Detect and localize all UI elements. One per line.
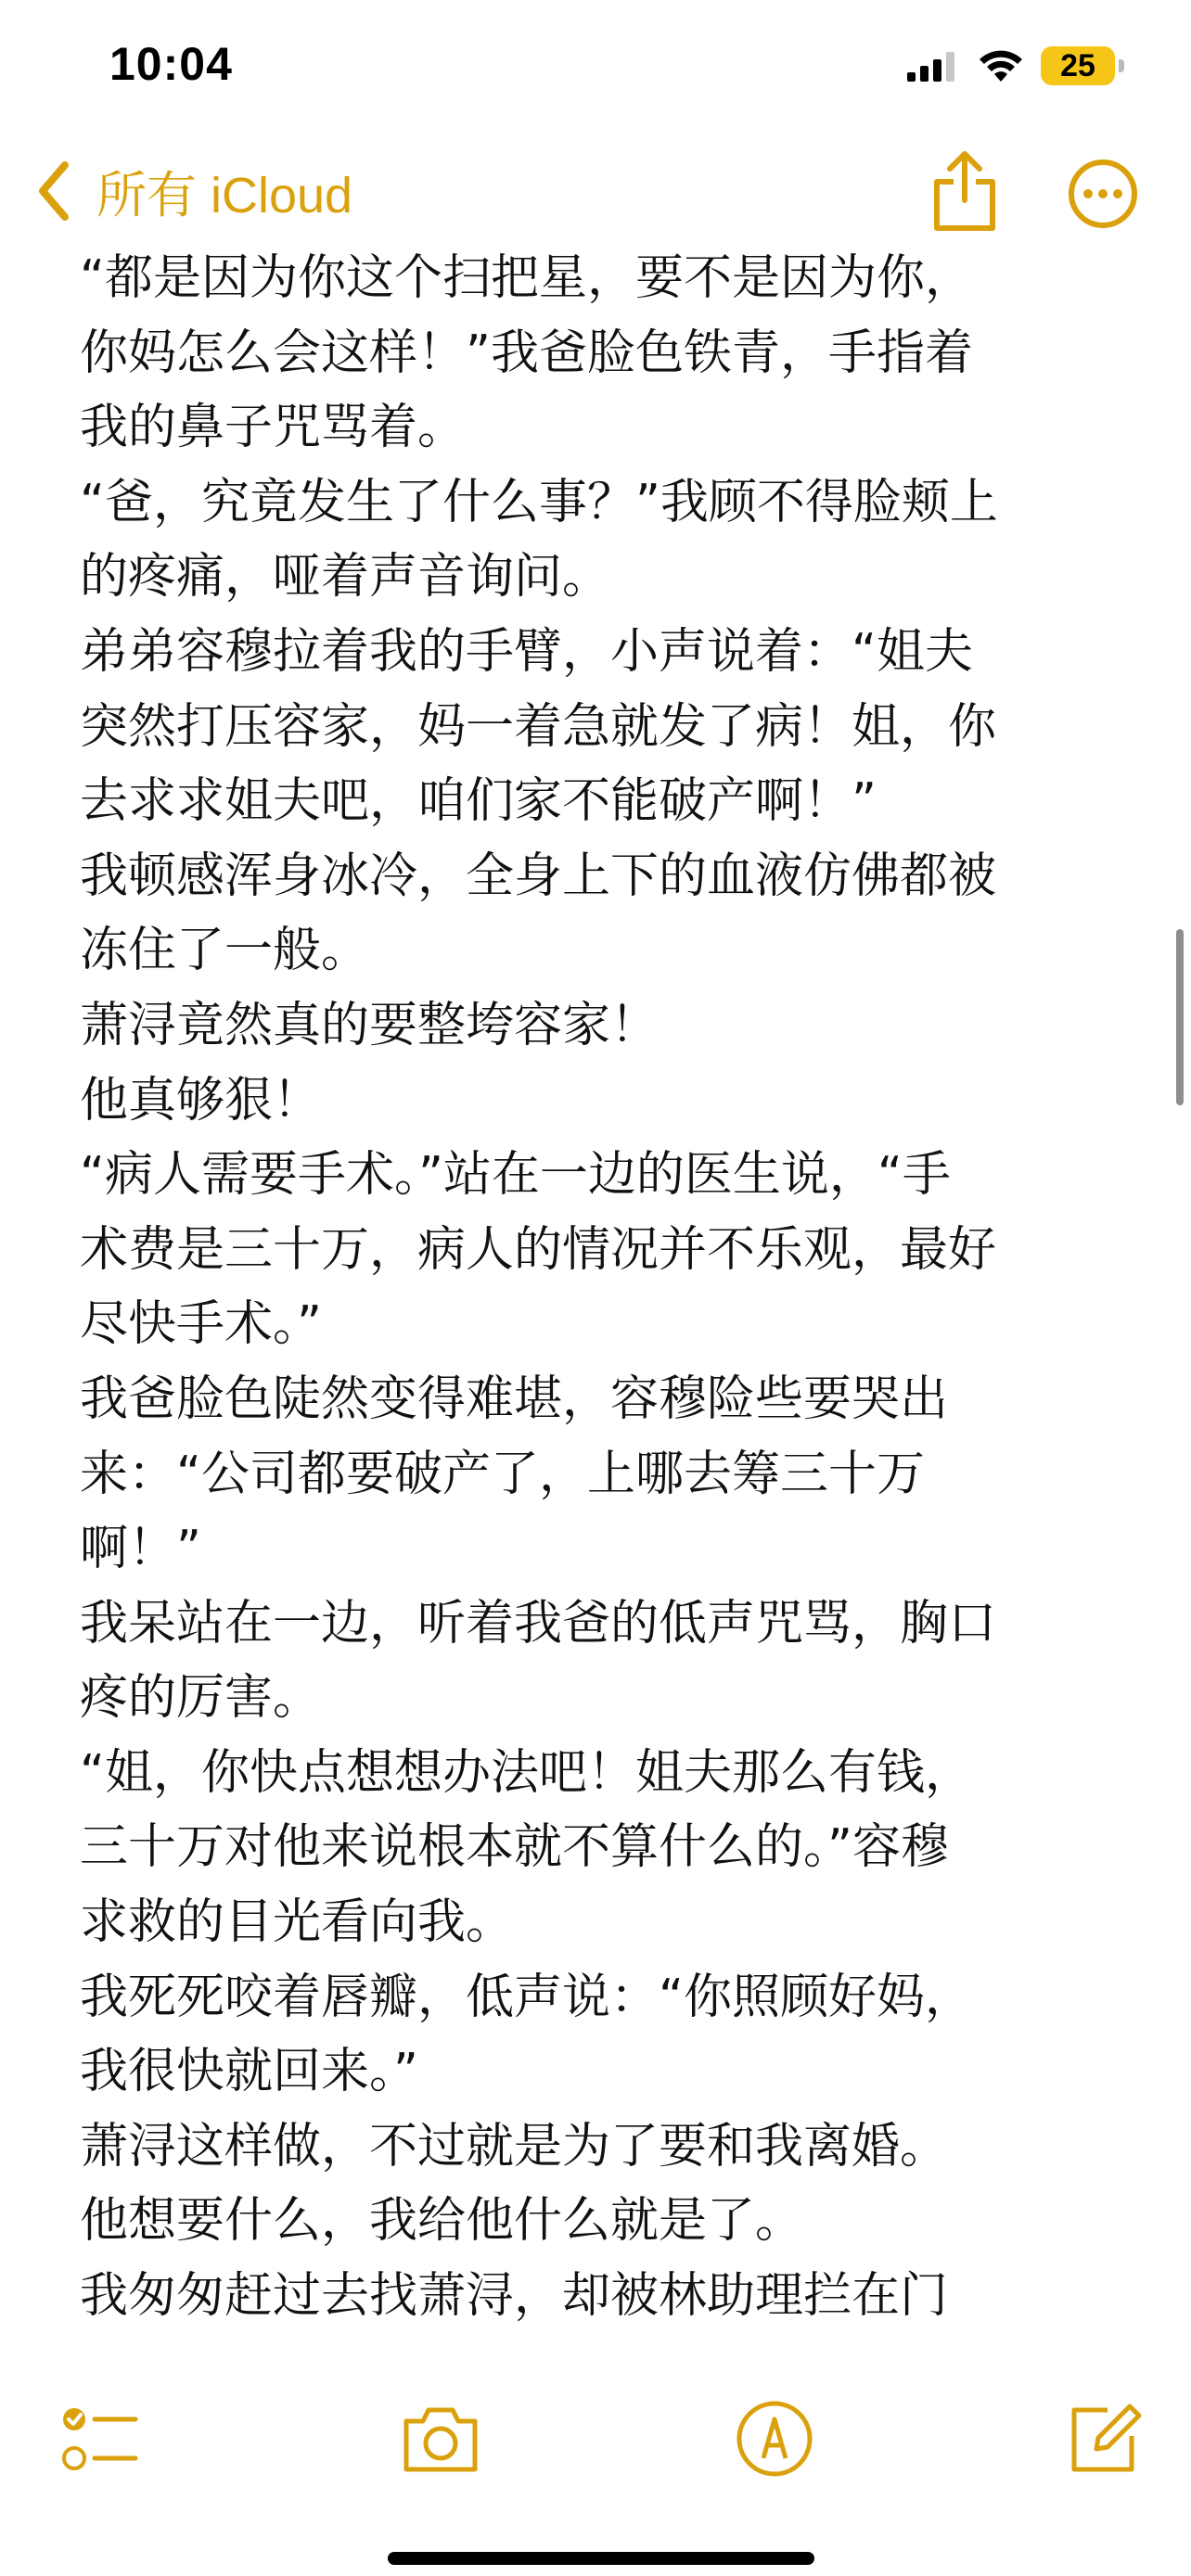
battery-icon (1041, 46, 1124, 85)
status-bar (0, 0, 1191, 130)
note-line: “病人需要手术。”站在一边的医生说，“手 (80, 1147, 951, 1204)
camera-icon[interactable] (399, 2397, 482, 2480)
bottom-toolbar (0, 2369, 1191, 2576)
note-line: 三十万对他来说根本就不算什么的。”容穆 (80, 1819, 949, 1876)
note-line: 我的鼻子咒骂着。 (80, 400, 467, 456)
note-line: 术费是三十万，病人的情况并不乐观，最好 (80, 1221, 997, 1278)
checklist-icon[interactable] (58, 2397, 141, 2480)
note-line: 我死死咬着唇瓣，低声说：“你照顾好妈， (80, 1969, 973, 2025)
scroll-indicator[interactable] (1176, 929, 1184, 1105)
chevron-left-icon (33, 158, 74, 224)
note-line: 我很快就回来。” (80, 2044, 418, 2100)
note-line: 我匆匆赶过去找萧浔，却被林助理拦在门 (80, 2268, 949, 2325)
note-line: 弟弟容穆拉着我的手臂，小声说着：“姐夫 (80, 623, 973, 680)
note-line: 突然打压容家，妈一着急就发了病！姐，你 (80, 698, 997, 755)
note-line: 萧浔竟然真的要整垮容家！ (80, 997, 660, 1053)
note-line: 去求求姐夫吧，咱们家不能破产啊！” (80, 773, 877, 830)
more-icon[interactable] (1067, 158, 1139, 230)
status-time: 10:04 (109, 38, 233, 90)
note-line: 我顿感浑身冰冷，全身上下的血液仿佛都被 (80, 848, 997, 904)
note-line: 我爸脸色陡然变得难堪，容穆险些要哭出 (80, 1371, 949, 1427)
note-line: 他想要什么，我给他什么就是了。 (80, 2193, 804, 2250)
share-icon[interactable] (928, 148, 1002, 234)
signal-icon (907, 52, 955, 82)
note-line: 冻住了一般。 (80, 923, 370, 979)
note-line: 尽快手术。” (80, 1296, 322, 1353)
note-line: 的疼痛，哑着声音询问。 (80, 549, 611, 606)
note-line: 我呆站在一边，听着我爸的低声咒骂，胸口 (80, 1595, 997, 1651)
note-line: “都是因为你这个扫把星，要不是因为你， (80, 250, 973, 306)
back-label: 所有 iCloud (96, 167, 353, 223)
note-line: 求救的目光看向我。 (80, 1894, 515, 1951)
back-button[interactable] (33, 158, 352, 224)
note-body[interactable] (80, 241, 1128, 2392)
note-line: “姐，你快点想想办法吧！姐夫那么有钱， (80, 1744, 973, 1801)
navigation-bar (0, 130, 1191, 250)
note-line: 你妈怎么会这样！”我爸脸色铁青，手指着 (80, 325, 973, 381)
note-line: 疼的厉害。 (80, 1670, 322, 1727)
note-line: 他真够狠！ (80, 1072, 322, 1129)
compose-icon[interactable] (1061, 2397, 1145, 2480)
note-line: “爸，究竟发生了什么事？”我顾不得脸颊上 (80, 474, 998, 530)
wifi-icon (978, 48, 1024, 83)
battery-level: 25 (1060, 48, 1095, 83)
home-indicator[interactable] (388, 2552, 814, 2565)
note-line: 萧浔这样做，不过就是为了要和我离婚。 (80, 2118, 949, 2174)
markup-pen-icon[interactable] (733, 2397, 816, 2480)
note-line: 来：“公司都要破产了，上哪去筹三十万 (80, 1446, 925, 1502)
note-line: 啊！” (80, 1521, 201, 1577)
